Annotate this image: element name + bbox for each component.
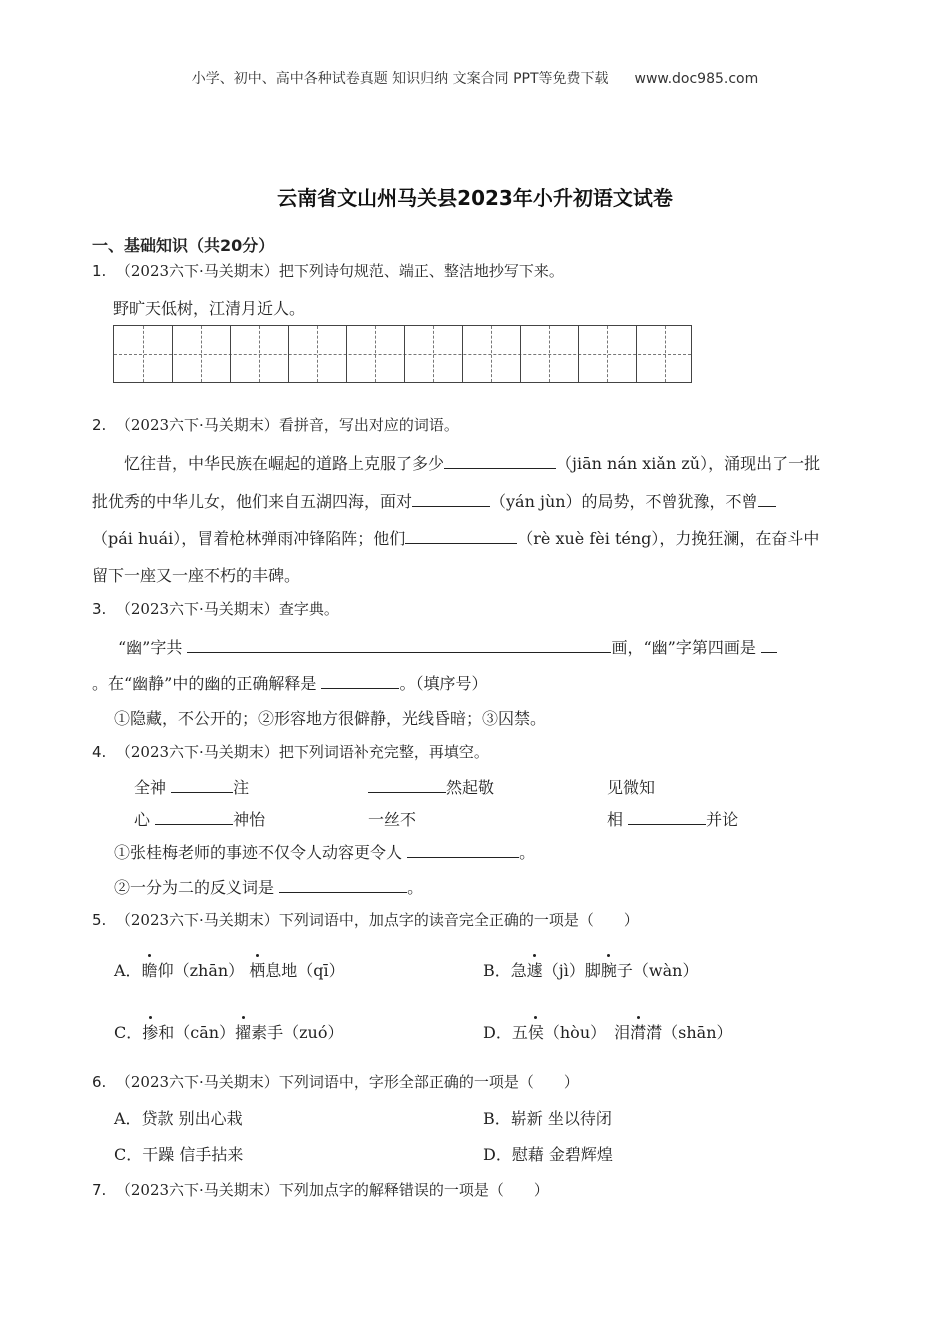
dotted-char: 擢 (235, 1020, 251, 1043)
question-6: 6. （2023六下·马关期末）下列词语中，字形全部正确的一项是（ ） (92, 1073, 579, 1091)
answer-blank[interactable] (407, 840, 519, 858)
question-prompt: 把下列词语补充完整，再填空。 (278, 743, 489, 761)
question-prompt: 查字典。 (278, 600, 339, 618)
grid-box-divider (578, 326, 607, 382)
question-source: （2023六下·马关期末） (115, 911, 279, 929)
question-prompt: 下列加点字的解释错误的一项是（ ） (278, 1181, 549, 1199)
q6-option-b[interactable]: B．崭新 坐以待闭 (483, 1109, 612, 1128)
dotted-char: 瞻 (142, 958, 158, 981)
section-heading: 一、基础知识（共20分） (92, 236, 275, 255)
writing-grid[interactable] (113, 325, 692, 383)
answer-blank[interactable] (405, 526, 517, 544)
question-3: 3. （2023六下·马关期末）查字典。 (92, 600, 339, 618)
header-url[interactable]: www.doc985.com (634, 71, 759, 87)
dotted-char: 潸 (630, 1020, 646, 1043)
question-prompt: 下列词语中，字形全部正确的一项是（ ） (278, 1073, 579, 1091)
dotted-char: 遽 (527, 958, 543, 981)
answer-blank[interactable] (187, 635, 611, 653)
question-2: 2. （2023六下·马关期末）看拼音，写出对应的词语。 (92, 416, 459, 434)
q4-word-5: 一丝不 (368, 810, 417, 829)
grid-box-midline (375, 326, 404, 382)
q3-options: ①隐藏，不公开的；②形容地方很僻静，光线昏暗；③囚禁。 (114, 709, 547, 728)
question-1: 1. （2023六下·马关期末）把下列诗句规范、端正、整洁地抄写下来。 (92, 262, 564, 280)
q4-word-3: 见微知 (607, 778, 656, 797)
dotted-char: 侯 (528, 1020, 544, 1043)
grid-box-divider (230, 326, 259, 382)
answer-blank[interactable] (628, 807, 706, 825)
dotted-char: 腕 (601, 958, 617, 981)
answer-blank[interactable] (761, 635, 777, 653)
question-source: （2023六下·马关期末） (115, 1181, 279, 1199)
question-source: （2023六下·马关期末） (115, 743, 279, 761)
question-7: 7. （2023六下·马关期末）下列加点字的解释错误的一项是（ ） (92, 1181, 549, 1199)
header-text: 小学、初中、高中各种试卷真题 知识归纳 文案合同 PPT等免费下载 (191, 71, 609, 87)
question-source: （2023六下·马关期末） (115, 262, 279, 280)
question-prompt: 把下列诗句规范、端正、整洁地抄写下来。 (278, 262, 564, 280)
q6-option-a[interactable]: A．贷款 别出心栽 (114, 1109, 243, 1128)
answer-blank[interactable] (321, 671, 399, 689)
q4-word-4: 心 神怡 (134, 807, 265, 830)
poem-line: 野旷天低树，江清月近人。 (113, 299, 306, 318)
q4-word-1: 全神 注 (134, 775, 249, 798)
dotted-char: 掺 (142, 1020, 158, 1043)
grid-box-divider (288, 326, 317, 382)
q3-line-2: 。在“幽静”中的幽的正确解释是 。（填序号） (92, 671, 487, 694)
q2-line-2: 批优秀的中华儿女，他们来自五湖四海，面对 （yán jùn）的局势，不曾犹豫，不曾 (92, 489, 776, 512)
q5-option-b[interactable]: B．急遽（jì）脚腕子（wàn） (483, 958, 698, 981)
grid-box-midline (433, 326, 462, 382)
question-source: （2023六下·马关期末） (115, 1073, 279, 1091)
answer-blank[interactable] (279, 875, 407, 893)
dotted-char: 栖 (249, 958, 265, 981)
answer-blank[interactable] (412, 489, 490, 507)
q3-line-1: “幽”字共 画，“幽”字第四画是 (118, 635, 777, 658)
grid-box-midline (201, 326, 230, 382)
grid-box-divider (636, 326, 665, 382)
page-title: 云南省文山州马关县2023年小升初语文试卷 (277, 186, 673, 210)
q5-option-a[interactable]: A．瞻仰（zhān） 栖息地（qī） (114, 958, 345, 981)
grid-box-divider (172, 326, 201, 382)
q4-sentence-2: ②一分为二的反义词是 。 (114, 875, 423, 898)
answer-blank[interactable] (368, 775, 446, 793)
grid-box-midline (259, 326, 288, 382)
grid-box-midline (143, 326, 172, 382)
q4-word-6: 相 并论 (607, 807, 738, 830)
answer-blank[interactable] (444, 451, 556, 469)
grid-box-midline (665, 326, 694, 382)
q5-option-c[interactable]: C．掺和（cān）擢素手（zuó） (114, 1020, 343, 1043)
q6-option-c[interactable]: C．干躁 信手拈来 (114, 1145, 244, 1164)
grid-box-midline (317, 326, 346, 382)
grid-box-divider (404, 326, 433, 382)
q4-sentence-1: ①张桂梅老师的事迹不仅令人动容更令人 。 (114, 840, 535, 863)
question-source: （2023六下·马关期末） (115, 600, 279, 618)
grid-box-divider (520, 326, 549, 382)
answer-blank[interactable] (758, 489, 776, 507)
question-prompt: 下列词语中，加点字的读音完全正确的一项是（ ） (278, 911, 639, 929)
q2-line-4: 留下一座又一座不朽的丰碑。 (92, 566, 301, 585)
q6-option-d[interactable]: D．慰藉 金碧辉煌 (483, 1145, 613, 1164)
q5-option-d[interactable]: D．五侯（hòu） 泪潸潸（shān） (483, 1020, 733, 1043)
grid-box-midline (491, 326, 520, 382)
grid-box-midline (549, 326, 578, 382)
question-4: 4. （2023六下·马关期末）把下列词语补充完整，再填空。 (92, 743, 489, 761)
grid-box-divider (462, 326, 491, 382)
question-prompt: 看拼音，写出对应的词语。 (278, 416, 459, 434)
answer-blank[interactable] (155, 807, 233, 825)
question-source: （2023六下·马关期末） (115, 416, 279, 434)
grid-box-midline (607, 326, 636, 382)
q2-line-3: （pái huái），冒着枪林弹雨冲锋陷阵；他们 （rè xuè fèi téng），力挽狂澜，在奋斗中 (92, 526, 819, 549)
question-5: 5. （2023六下·马关期末）下列词语中，加点字的读音完全正确的一项是（ ） (92, 911, 639, 929)
page-header (0, 68, 950, 88)
q2-line-1: 忆往昔，中华民族在崛起的道路上克服了多少 （jiān nán xiǎn zǔ），涌现出了一批 (124, 451, 820, 474)
q4-word-2: 然起敬 (368, 775, 494, 798)
answer-blank[interactable] (171, 775, 233, 793)
grid-box-divider (346, 326, 375, 382)
